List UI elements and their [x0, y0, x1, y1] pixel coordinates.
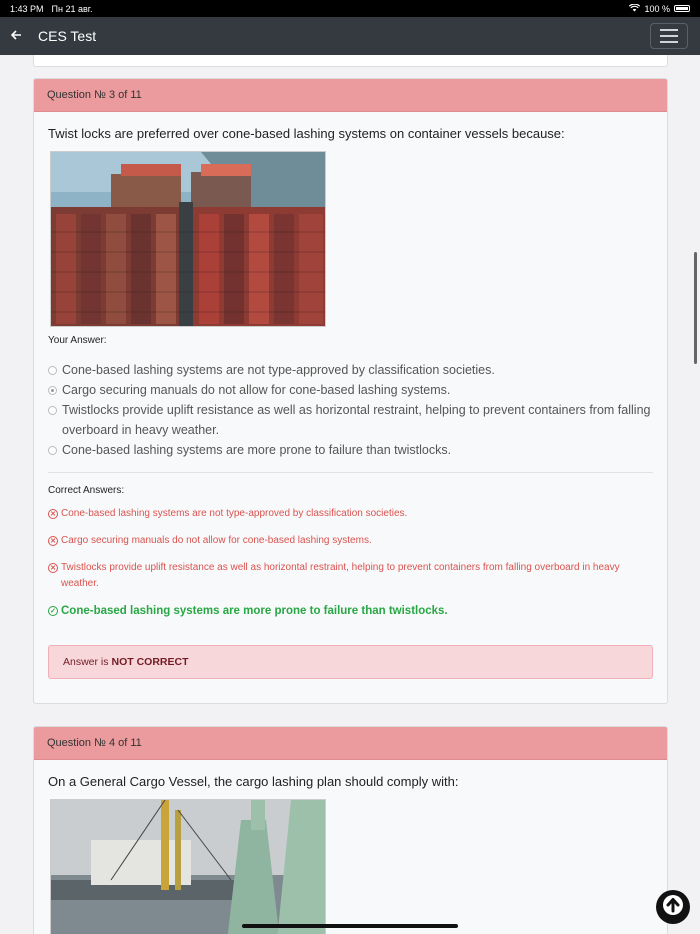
- menu-button[interactable]: [650, 23, 688, 49]
- answer-text: Cone-based lashing systems are more prone to failure than twistlocks.: [61, 605, 448, 617]
- app-title: CES Test: [38, 28, 97, 44]
- correct-answer-item-wrong: [48, 506, 653, 522]
- question-image-cargo-vessel: [50, 799, 326, 934]
- question-text: On a General Cargo Vessel, the cargo lashing plan should comply with:: [48, 774, 459, 789]
- option-label: Cone-based lashing systems are more prone to failure than twistlocks.: [62, 443, 452, 457]
- battery-percent: 100 %: [644, 3, 670, 14]
- navbar: [0, 17, 700, 55]
- x-circle-icon: ✕: [48, 563, 58, 573]
- answer-text: Cargo securing manuals do not allow for cone-based lashing systems.: [61, 535, 372, 546]
- hamburger-icon-line: [660, 41, 678, 43]
- battery-icon: [674, 5, 690, 12]
- your-answer-label: Your Answer:: [48, 335, 107, 346]
- back-button[interactable]: [0, 17, 32, 55]
- answer-option[interactable]: [48, 380, 653, 400]
- divider: [48, 472, 653, 473]
- result-prefix: Answer is: [63, 656, 109, 668]
- check-circle-icon: ✓: [48, 606, 58, 616]
- question-header: Question № 4 of 11: [34, 727, 667, 760]
- radio-button[interactable]: [48, 406, 57, 415]
- question-card: [33, 78, 668, 704]
- correct-answer-item-wrong: [48, 560, 653, 592]
- x-circle-icon: ✕: [48, 536, 58, 546]
- question-header: Question № 3 of 11: [34, 79, 667, 112]
- radio-button-selected[interactable]: [48, 386, 57, 395]
- radio-button[interactable]: [48, 446, 57, 455]
- arrow-up-icon: [662, 894, 684, 921]
- answer-option[interactable]: [48, 360, 653, 380]
- answer-options: [48, 360, 653, 460]
- arrow-left-icon: [10, 28, 22, 45]
- status-date: Пн 21 авг.: [51, 3, 93, 14]
- x-circle-icon: ✕: [48, 509, 58, 519]
- previous-question-card: [33, 55, 668, 67]
- answer-option[interactable]: [48, 440, 653, 460]
- option-label: Cone-based lashing systems are not type-approved by classification societies.: [62, 363, 495, 377]
- answer-text: Cone-based lashing systems are not type-approved by classification societies.: [61, 508, 408, 519]
- status-time: 1:43 PM: [10, 3, 44, 14]
- result-value: NOT CORRECT: [111, 656, 189, 668]
- hamburger-icon-line: [660, 29, 678, 31]
- result-alert: [48, 645, 653, 679]
- option-label: Twistlocks provide uplift resistance as well as horizontal restraint, helping to prevent containers from falling overboard in heavy weather.: [62, 403, 651, 437]
- scroll-to-top-button[interactable]: [656, 890, 690, 924]
- question-text: Twist locks are preferred over cone-based lashing systems on container vessels because:: [48, 126, 565, 141]
- question-card: [33, 726, 668, 934]
- hamburger-icon-line: [660, 35, 678, 37]
- answer-text: Twistlocks provide uplift resistance as well as horizontal restraint, helping to prevent containers from falling overboard in heavy weather.: [61, 562, 620, 589]
- correct-answer-item-wrong: [48, 533, 653, 549]
- home-indicator: [242, 924, 458, 928]
- answer-option[interactable]: [48, 400, 653, 440]
- correct-answer-item-right: [48, 603, 653, 619]
- main-content[interactable]: [0, 55, 700, 934]
- wifi-icon: [629, 4, 640, 14]
- radio-button[interactable]: [48, 366, 57, 375]
- option-label: Cargo securing manuals do not allow for cone-based lashing systems.: [62, 383, 451, 397]
- correct-answers-label: Correct Answers:: [48, 485, 125, 496]
- question-image-container-ship: [50, 151, 326, 327]
- scrollbar[interactable]: [694, 252, 697, 364]
- status-bar: [0, 0, 700, 17]
